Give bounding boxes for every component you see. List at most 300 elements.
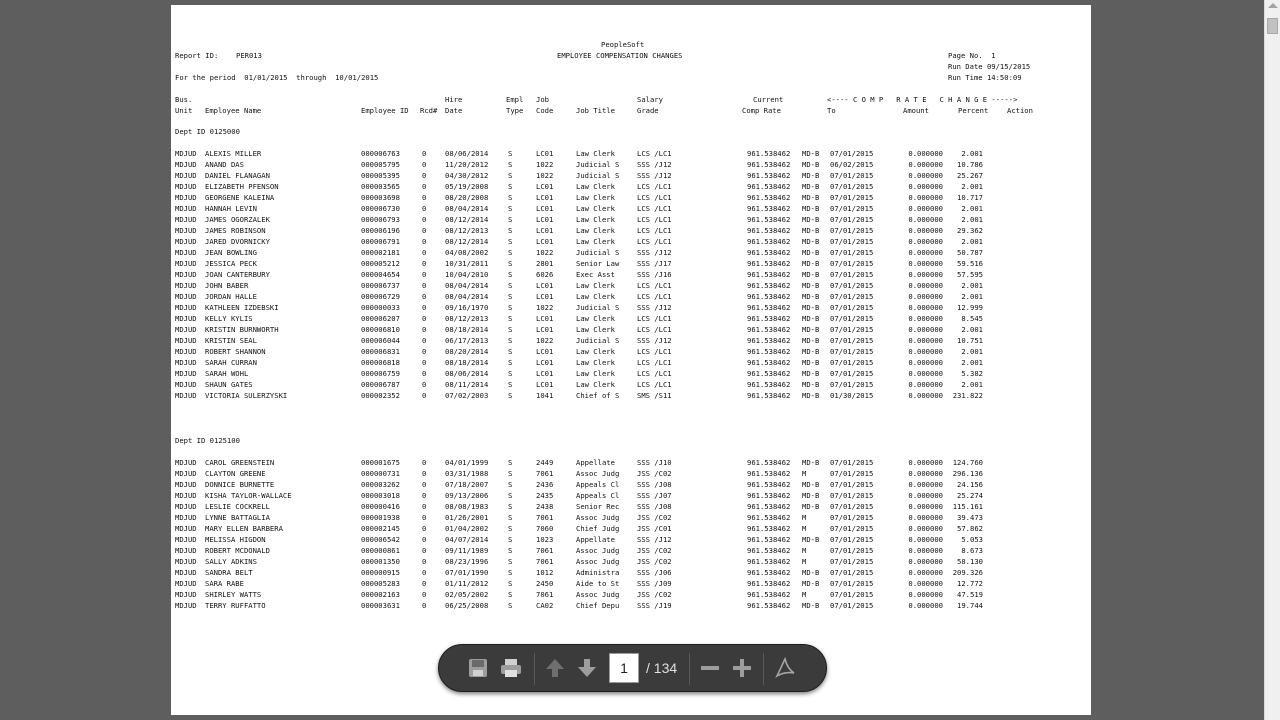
change-percent-cell: 296.136	[952, 469, 983, 478]
comp-rate-cell: 961.538462	[747, 524, 791, 533]
job-title-cell: Appellate	[576, 458, 615, 467]
salary-grade-cell: SSS /J12	[637, 171, 672, 180]
change-date-cell: 07/01/2015	[830, 259, 874, 268]
comp-frequency-cell: MD-B	[802, 193, 820, 202]
bus-unit-cell: MDJUD	[175, 380, 197, 389]
change-percent-cell: 2.001	[961, 237, 983, 246]
salary-grade-cell: SSS /J12	[637, 535, 672, 544]
rcd-number-cell: 0	[422, 204, 427, 213]
zoom-out-icon[interactable]	[697, 655, 723, 681]
current-page-input[interactable]: 1	[609, 653, 639, 683]
salary-grade-cell: SSS /J07	[637, 491, 672, 500]
comp-frequency-cell: MD-B	[802, 535, 820, 544]
comp-rate-cell: 961.538462	[747, 469, 791, 478]
job-code-cell: 7061	[536, 557, 554, 566]
hire-date-cell: 11/20/2012	[445, 160, 489, 169]
hire-date-cell: 05/19/2008	[445, 182, 489, 191]
employee-name-cell: KATHLEEN IZDEBSKI	[205, 303, 279, 312]
employee-id-cell: 000000915	[361, 568, 400, 577]
empl-type-cell: S	[508, 568, 513, 577]
employee-row	[171, 535, 1091, 546]
employee-row	[171, 336, 1091, 347]
employee-row	[171, 480, 1091, 491]
job-code-cell: 7060	[536, 524, 554, 533]
salary-grade-cell: SSS /J19	[637, 601, 672, 610]
hire-date-cell: 07/01/1990	[445, 568, 489, 577]
change-percent-cell: 5.382	[961, 369, 983, 378]
employee-id-cell: 000006818	[361, 358, 400, 367]
job-code-cell: LC01	[536, 182, 554, 191]
empl-type-cell: S	[508, 237, 513, 246]
salary-grade-cell: SMS /S11	[637, 391, 672, 400]
header-employee-name: Employee Name	[205, 106, 262, 115]
salary-grade-cell: JSS /C02	[637, 546, 672, 555]
employee-name-cell: JARED DVORNICKY	[205, 237, 270, 246]
rcd-number-cell: 0	[422, 226, 427, 235]
rcd-number-cell: 0	[422, 502, 427, 511]
change-date-cell: 07/01/2015	[830, 480, 874, 489]
salary-grade-cell: LCS /LC1	[637, 182, 672, 191]
comp-frequency-cell: MD-B	[802, 391, 820, 400]
salary-grade-cell: LCS /LC1	[637, 204, 672, 213]
change-date-cell: 07/01/2015	[830, 270, 874, 279]
comp-rate-cell: 961.538462	[747, 546, 791, 555]
empl-type-cell: S	[508, 215, 513, 224]
employee-row	[171, 193, 1091, 204]
empl-type-cell: S	[508, 303, 513, 312]
employee-row	[171, 248, 1091, 259]
bus-unit-cell: MDJUD	[175, 281, 197, 290]
salary-grade-cell: LCS /LC1	[637, 149, 672, 158]
empl-type-cell: S	[508, 480, 513, 489]
job-code-cell: LC01	[536, 358, 554, 367]
employee-id-cell: 000006542	[361, 535, 400, 544]
change-percent-cell: 19.744	[957, 601, 983, 610]
empl-type-cell: S	[508, 149, 513, 158]
employee-id-cell: 000006196	[361, 226, 400, 235]
hire-date-cell: 03/31/1988	[445, 469, 489, 478]
salary-grade-cell: LCS /LC1	[637, 292, 672, 301]
header-grade: Grade	[637, 106, 659, 115]
change-amount-cell: 0.000000	[908, 590, 943, 599]
employee-row	[171, 557, 1091, 568]
salary-grade-cell: SSS /J12	[637, 336, 672, 345]
change-date-cell: 07/01/2015	[830, 568, 874, 577]
change-amount-cell: 0.000000	[908, 491, 943, 500]
employee-row	[171, 568, 1091, 579]
employee-name-cell: DONNICE BURNETTE	[205, 480, 275, 489]
comp-rate-cell: 961.538462	[747, 336, 791, 345]
job-title-cell: Judicial S	[576, 336, 620, 345]
scroll-up-icon[interactable]	[1268, 3, 1278, 8]
job-title-cell: Law Clerk	[576, 237, 615, 246]
change-date-cell: 07/01/2015	[830, 491, 874, 500]
employee-row	[171, 491, 1091, 502]
change-amount-cell: 0.000000	[908, 160, 943, 169]
salary-grade-cell: LCS /LC1	[637, 193, 672, 202]
employee-name-cell: SHAUN GATES	[205, 380, 253, 389]
change-amount-cell: 0.000000	[908, 314, 943, 323]
change-percent-cell: 47.519	[957, 590, 983, 599]
employee-name-cell: JAMES ROBINSON	[205, 226, 266, 235]
change-date-cell: 07/01/2015	[830, 557, 874, 566]
change-date-cell: 07/01/2015	[830, 193, 874, 202]
bus-unit-cell: MDJUD	[175, 369, 197, 378]
change-percent-cell: 10.717	[957, 193, 983, 202]
change-amount-cell: 0.000000	[908, 557, 943, 566]
change-percent-cell: 24.156	[957, 480, 983, 489]
comp-rate-cell: 961.538462	[747, 458, 791, 467]
comp-frequency-cell: MD-B	[802, 314, 820, 323]
rcd-number-cell: 0	[422, 248, 427, 257]
salary-grade-cell: LCS /LC1	[637, 358, 672, 367]
change-amount-cell: 0.000000	[908, 292, 943, 301]
header-unit-top: Bus.	[175, 95, 193, 104]
comp-frequency-cell: MD-B	[802, 502, 820, 511]
rcd-number-cell: 0	[422, 491, 427, 500]
comp-rate-cell: 961.538462	[747, 226, 791, 235]
comp-frequency-cell: MD-B	[802, 303, 820, 312]
change-percent-cell: 8.545	[961, 314, 983, 323]
comp-frequency-cell: M	[802, 590, 807, 599]
change-percent-cell: 2.001	[961, 380, 983, 389]
change-amount-cell: 0.000000	[908, 524, 943, 533]
zoom-in-icon[interactable]	[729, 655, 755, 681]
employee-row	[171, 325, 1091, 336]
empl-type-cell: S	[508, 292, 513, 301]
empl-type-cell: S	[508, 314, 513, 323]
salary-grade-cell: LCS /LC1	[637, 380, 672, 389]
job-code-cell: LC01	[536, 226, 554, 235]
change-date-cell: 07/01/2015	[830, 590, 874, 599]
change-percent-cell: 25.267	[957, 171, 983, 180]
salary-grade-cell: LCS /LC1	[637, 226, 672, 235]
empl-type-cell: S	[508, 358, 513, 367]
job-code-cell: 1023	[536, 535, 554, 544]
run-date-text: Run Date 09/15/2015	[948, 62, 1031, 71]
job-code-cell: 1022	[536, 248, 554, 257]
comp-frequency-cell: MD-B	[802, 237, 820, 246]
change-amount-cell: 0.000000	[908, 325, 943, 334]
job-title-cell: Assoc Judg	[576, 469, 620, 478]
bus-unit-cell: MDJUD	[175, 458, 197, 467]
bus-unit-cell: MDJUD	[175, 160, 197, 169]
comp-rate-cell: 961.538462	[747, 502, 791, 511]
employee-row	[171, 347, 1091, 358]
change-amount-cell: 0.000000	[908, 193, 943, 202]
rcd-number-cell: 0	[422, 171, 427, 180]
change-date-cell: 07/01/2015	[830, 281, 874, 290]
bus-unit-cell: MDJUD	[175, 292, 197, 301]
employee-row	[171, 458, 1091, 469]
job-title-cell: Law Clerk	[576, 193, 615, 202]
change-date-cell: 07/01/2015	[830, 458, 874, 467]
salary-grade-cell: SSS /J16	[637, 270, 672, 279]
job-title-cell: Law Clerk	[576, 380, 615, 389]
job-title-cell: Assoc Judg	[576, 546, 620, 555]
change-percent-cell: 25.274	[957, 491, 983, 500]
previous-page-icon[interactable]	[542, 655, 568, 681]
change-percent-cell: 59.516	[957, 259, 983, 268]
change-amount-cell: 0.000000	[908, 601, 943, 610]
employee-row	[171, 358, 1091, 369]
job-title-cell: Law Clerk	[576, 358, 615, 367]
job-title-cell: Judicial S	[576, 248, 620, 257]
rcd-number-cell: 0	[422, 281, 427, 290]
hire-date-cell: 01/04/2002	[445, 524, 489, 533]
rcd-number-cell: 0	[422, 259, 427, 268]
change-amount-cell: 0.000000	[908, 215, 943, 224]
salary-grade-cell: SSS /J12	[637, 303, 672, 312]
hire-date-cell: 08/12/2013	[445, 314, 489, 323]
employee-row	[171, 281, 1091, 292]
comp-frequency-cell: MD-B	[802, 325, 820, 334]
employee-name-cell: JORDAN HALLE	[205, 292, 257, 301]
print-icon[interactable]	[498, 655, 524, 681]
empl-type-cell: S	[508, 160, 513, 169]
job-code-cell: 1022	[536, 160, 554, 169]
bus-unit-cell: MDJUD	[175, 579, 197, 588]
hire-date-cell: 07/02/2003	[445, 391, 489, 400]
bus-unit-cell: MDJUD	[175, 204, 197, 213]
header-hire-top: Hire	[445, 95, 463, 104]
header-comp-rate: Comp Rate	[742, 106, 781, 115]
rcd-number-cell: 0	[422, 325, 427, 334]
comp-frequency-cell: M	[802, 513, 807, 522]
change-percent-cell: 12.999	[957, 303, 983, 312]
comp-frequency-cell: MD-B	[802, 204, 820, 213]
change-amount-cell: 0.000000	[908, 226, 943, 235]
job-title-cell: Law Clerk	[576, 314, 615, 323]
job-code-cell: 6026	[536, 270, 554, 279]
job-title-cell: Assoc Judg	[576, 513, 620, 522]
bus-unit-cell: MDJUD	[175, 325, 197, 334]
header-employee-id: Employee ID	[361, 106, 409, 115]
save-icon[interactable]	[465, 655, 491, 681]
empl-type-cell: S	[508, 182, 513, 191]
employee-name-cell: HANNAH LEVIN	[205, 204, 257, 213]
rcd-number-cell: 0	[422, 336, 427, 345]
empl-type-cell: S	[508, 336, 513, 345]
comp-rate-cell: 961.538462	[747, 270, 791, 279]
change-date-cell: 01/30/2015	[830, 391, 874, 400]
job-code-cell: 7061	[536, 469, 554, 478]
comp-frequency-cell: MD-B	[802, 579, 820, 588]
total-pages-text: / 134	[646, 660, 678, 676]
change-date-cell: 07/01/2015	[830, 314, 874, 323]
header-job-top: Job	[536, 95, 549, 104]
change-date-cell: 07/01/2015	[830, 215, 874, 224]
comp-frequency-cell: MD-B	[802, 215, 820, 224]
salary-grade-cell: SSS /J06	[637, 568, 672, 577]
change-amount-cell: 0.000000	[908, 259, 943, 268]
salary-grade-cell: SSS /J10	[637, 458, 672, 467]
comp-rate-cell: 961.538462	[747, 325, 791, 334]
rcd-number-cell: 0	[422, 215, 427, 224]
rcd-number-cell: 0	[422, 590, 427, 599]
change-date-cell: 07/01/2015	[830, 513, 874, 522]
change-percent-cell: 2.001	[961, 182, 983, 191]
acrobat-icon[interactable]	[772, 655, 798, 681]
toolbar-separator	[534, 653, 535, 685]
salary-grade-cell: LCS /LC1	[637, 281, 672, 290]
job-code-cell: 2450	[536, 579, 554, 588]
employee-row	[171, 182, 1091, 193]
employee-row	[171, 314, 1091, 325]
empl-type-cell: S	[508, 469, 513, 478]
change-percent-cell: 2.001	[961, 292, 983, 301]
comp-rate-cell: 961.538462	[747, 182, 791, 191]
run-time-text: Run Time 14:50:09	[948, 73, 1022, 82]
hire-date-cell: 08/06/2014	[445, 149, 489, 158]
job-code-cell: 2801	[536, 259, 554, 268]
job-code-cell: LC01	[536, 281, 554, 290]
change-amount-cell: 0.000000	[908, 535, 943, 544]
comp-frequency-cell: MD-B	[802, 369, 820, 378]
rcd-number-cell: 0	[422, 480, 427, 489]
bus-unit-cell: MDJUD	[175, 226, 197, 235]
employee-row	[171, 171, 1091, 182]
employee-id-cell: 000006763	[361, 149, 400, 158]
change-date-cell: 07/01/2015	[830, 204, 874, 213]
employee-row	[171, 513, 1091, 524]
header-type: Type	[506, 106, 524, 115]
empl-type-cell: S	[508, 193, 513, 202]
comp-frequency-cell: MD-B	[802, 380, 820, 389]
comp-frequency-cell: MD-B	[802, 270, 820, 279]
comp-frequency-cell: MD-B	[802, 601, 820, 610]
hire-date-cell: 08/20/2008	[445, 193, 489, 202]
rcd-number-cell: 0	[422, 513, 427, 522]
employee-name-cell: TERRY RUFFATTO	[205, 601, 266, 610]
employee-id-cell: 000002181	[361, 248, 400, 257]
job-title-cell: Law Clerk	[576, 347, 615, 356]
change-date-cell: 07/01/2015	[830, 546, 874, 555]
job-code-cell: LC01	[536, 193, 554, 202]
employee-id-cell: 000005795	[361, 160, 400, 169]
vertical-scrollbar[interactable]	[1264, 0, 1280, 720]
hire-date-cell: 04/08/2002	[445, 248, 489, 257]
change-date-cell: 07/01/2015	[830, 248, 874, 257]
employee-id-cell: 000000861	[361, 546, 400, 555]
change-percent-cell: 5.053	[961, 535, 983, 544]
comp-rate-cell: 961.538462	[747, 171, 791, 180]
comp-frequency-cell: MD-B	[802, 281, 820, 290]
hire-date-cell: 08/18/2014	[445, 358, 489, 367]
change-date-cell: 07/01/2015	[830, 325, 874, 334]
salary-grade-cell: LCS /LC1	[637, 314, 672, 323]
employee-id-cell: 000006759	[361, 369, 400, 378]
employee-id-cell: 000006793	[361, 215, 400, 224]
comp-frequency-cell: MD-B	[802, 149, 820, 158]
rcd-number-cell: 0	[422, 469, 427, 478]
employee-id-cell: 000006810	[361, 325, 400, 334]
change-percent-cell: 2.001	[961, 281, 983, 290]
hire-date-cell: 06/25/2008	[445, 601, 489, 610]
rcd-number-cell: 0	[422, 193, 427, 202]
job-title-cell: Judicial S	[576, 160, 620, 169]
employee-row	[171, 149, 1091, 160]
employee-id-cell: 000006207	[361, 314, 400, 323]
change-percent-cell: 2.001	[961, 358, 983, 367]
employee-name-cell: LESLIE COCKRELL	[205, 502, 270, 511]
salary-grade-cell: LCS /LC1	[637, 215, 672, 224]
bus-unit-cell: MDJUD	[175, 546, 197, 555]
bus-unit-cell: MDJUD	[175, 259, 197, 268]
employee-row	[171, 469, 1091, 480]
hire-date-cell: 08/12/2013	[445, 226, 489, 235]
job-title-cell: Judicial S	[576, 303, 620, 312]
job-code-cell: LC01	[536, 325, 554, 334]
bus-unit-cell: MDJUD	[175, 391, 197, 400]
hire-date-cell: 06/17/2013	[445, 336, 489, 345]
hire-date-cell: 08/12/2014	[445, 215, 489, 224]
hire-date-cell: 10/04/2010	[445, 270, 489, 279]
job-code-cell: 1022	[536, 336, 554, 345]
salary-grade-cell: SSS /J08	[637, 480, 672, 489]
employee-name-cell: ROBERT MCDONALD	[205, 546, 270, 555]
scrollbar-thumb[interactable]	[1267, 18, 1278, 34]
top-strip	[0, 0, 1264, 4]
job-title-cell: Assoc Judg	[576, 590, 620, 599]
hire-date-cell: 02/05/2002	[445, 590, 489, 599]
change-amount-cell: 0.000000	[908, 458, 943, 467]
empl-type-cell: S	[508, 535, 513, 544]
bus-unit-cell: MDJUD	[175, 193, 197, 202]
bus-unit-cell: MDJUD	[175, 215, 197, 224]
salary-grade-cell: SSS /J12	[637, 160, 672, 169]
change-amount-cell: 0.000000	[908, 513, 943, 522]
employee-name-cell: KRISTIN BURNWORTH	[205, 325, 279, 334]
hire-date-cell: 08/04/2014	[445, 292, 489, 301]
salary-grade-cell: SSS /J17	[637, 259, 672, 268]
rcd-number-cell: 0	[422, 579, 427, 588]
employee-row	[171, 590, 1091, 601]
salary-grade-cell: JSS /C01	[637, 524, 672, 533]
empl-type-cell: S	[508, 502, 513, 511]
next-page-icon[interactable]	[574, 655, 600, 681]
job-title-cell: Law Clerk	[576, 281, 615, 290]
change-amount-cell: 0.000000	[908, 380, 943, 389]
salary-grade-cell: JSS /C02	[637, 469, 672, 478]
comp-frequency-cell: MD-B	[802, 160, 820, 169]
change-date-cell: 07/01/2015	[830, 502, 874, 511]
comp-rate-cell: 961.538462	[747, 281, 791, 290]
comp-frequency-cell: MD-B	[802, 171, 820, 180]
comp-rate-cell: 961.538462	[747, 601, 791, 610]
job-title-cell: Assoc Judg	[576, 557, 620, 566]
empl-type-cell: S	[508, 347, 513, 356]
hire-date-cell: 09/11/1989	[445, 546, 489, 555]
comp-rate-cell: 961.538462	[747, 292, 791, 301]
salary-grade-cell: JSS /C02	[637, 513, 672, 522]
employee-id-cell: 000006737	[361, 281, 400, 290]
change-amount-cell: 0.000000	[908, 303, 943, 312]
empl-type-cell: S	[508, 204, 513, 213]
employee-row	[171, 160, 1091, 171]
empl-type-cell: S	[508, 546, 513, 555]
change-amount-cell: 0.000000	[908, 182, 943, 191]
job-title-cell: Law Clerk	[576, 149, 615, 158]
rcd-number-cell: 0	[422, 568, 427, 577]
employee-id-cell: 000003565	[361, 182, 400, 191]
job-title-cell: Law Clerk	[576, 325, 615, 334]
empl-type-cell: S	[508, 524, 513, 533]
employee-id-cell: 000003262	[361, 480, 400, 489]
comp-rate-cell: 961.538462	[747, 314, 791, 323]
change-date-cell: 07/01/2015	[830, 149, 874, 158]
comp-rate-cell: 961.538462	[747, 480, 791, 489]
